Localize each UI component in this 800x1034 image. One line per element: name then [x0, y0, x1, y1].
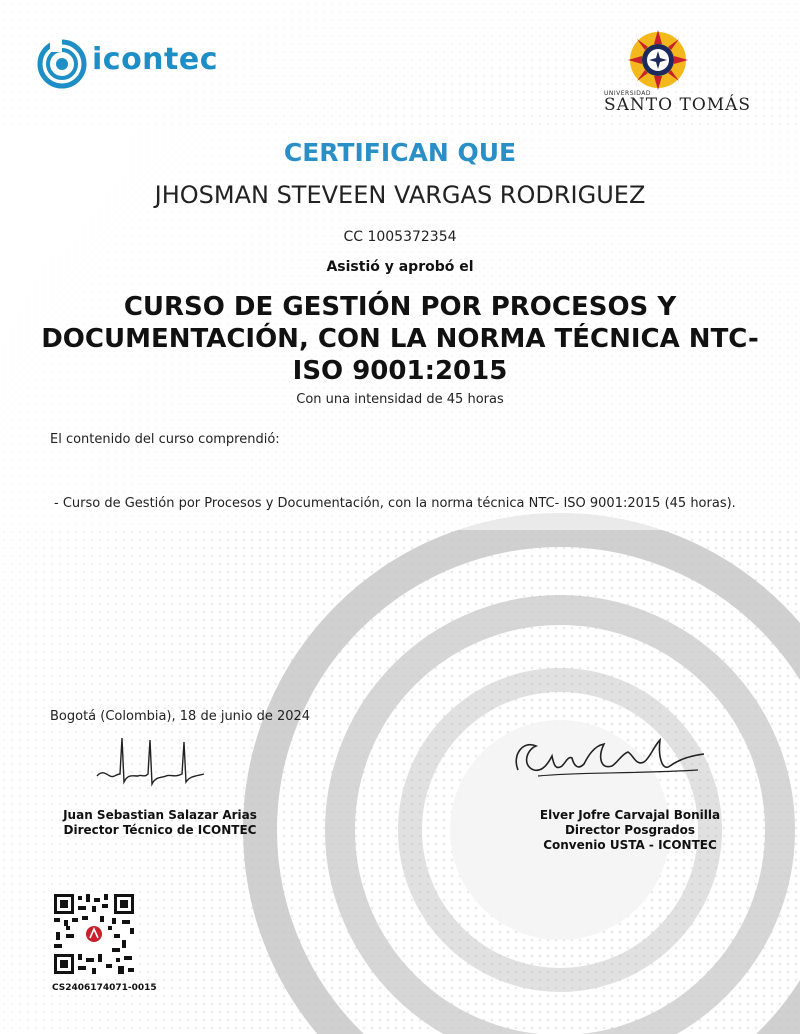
course-title: CURSO DE GESTIÓN POR PROCESOS Y DOCUMENTACIÓN, CON LA NORMA TÉCNICA NTC-ISO 9001:2015 — [41, 292, 759, 386]
signature-2-image — [508, 726, 718, 786]
signature-1-image — [92, 730, 212, 790]
content-item: - Curso de Gestión por Procesos y Documentación, con la norma técnica NTC- ISO 9001:2015 (45 horas). — [54, 496, 736, 511]
signer-2 — [510, 808, 750, 853]
recipient-name: JHOSMAN STEVEEN VARGAS RODRIGUEZ — [154, 181, 646, 209]
attended-text: Asistió y aprobó el — [326, 259, 474, 275]
qr-code-icon[interactable] — [52, 892, 136, 976]
place-date: Bogotá (Colombia), 18 de junio de 2024 — [50, 709, 311, 724]
signer-1-name: Juan Sebastian Salazar Arias — [63, 808, 257, 822]
usta-logo-small-text: UNIVERSIDAD — [604, 90, 652, 97]
signer-1 — [40, 808, 280, 838]
icontec-logo-text: icontec — [92, 42, 219, 77]
certificate-heading: CERTIFICAN QUE — [283, 138, 517, 167]
signer-2-title: Director Posgrados — [564, 823, 696, 837]
signer-1-title: Director Técnico de ICONTEC — [63, 823, 257, 837]
usta-logo-name: SANTO TOMÁS — [604, 95, 752, 115]
content-label: El contenido del curso comprendió: — [50, 432, 280, 447]
course-intensity: Con una intensidad de 45 horas — [296, 392, 504, 407]
signer-2-name: Elver Jofre Carvajal Bonilla — [539, 808, 721, 822]
recipient-id: CC 1005372354 — [343, 229, 457, 245]
signer-2-title-2: Convenio USTA - ICONTEC — [543, 838, 717, 852]
certificate-code: CS2406174071-0015 — [52, 983, 157, 993]
santo-tomas-seal-icon — [628, 30, 688, 90]
